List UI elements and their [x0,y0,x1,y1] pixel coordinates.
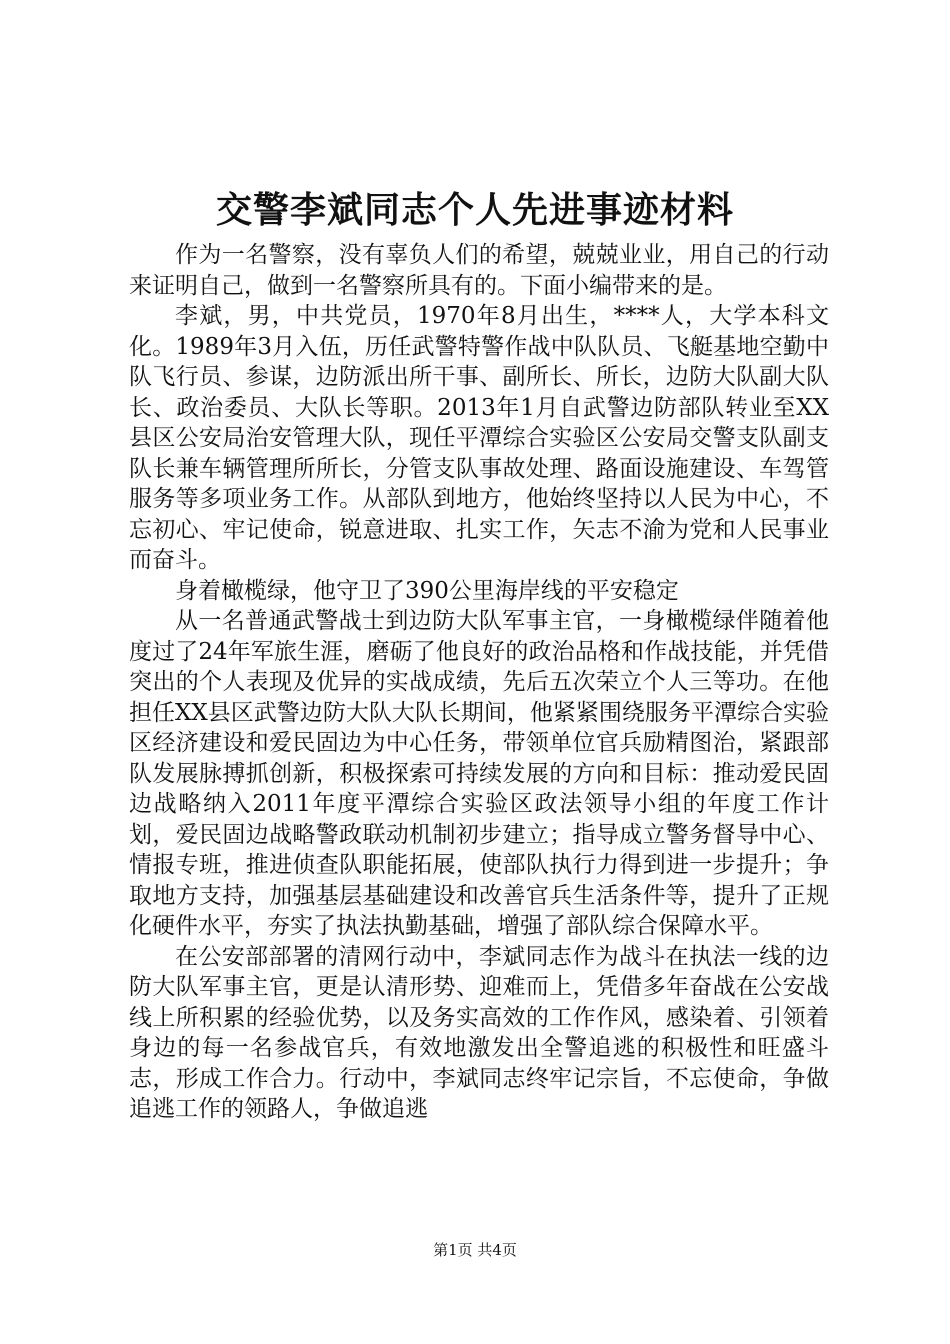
paragraph: 从一名普通武警战士到边防大队军事主官，一身橄榄绿伴随着他度过了24年军旅生涯，磨砺了他良好的政治品格和作战技能，并凭借突出的个人表现及优异的实战成绩，先后五次荣立个人三等功。在他担任XX县区武警边防大队大队长期间，他紧紧围绕服务平潭综合实验区经济建设和爱民固边为中心任务，带领单位官兵励精图治，紧跟部队发展脉搏抓创新，积极探索可持续发展的方向和目标：推动爱民固边战略纳入2011年度平潭综合实验区政法领导小组的年度工作计划，爱民固边战略警政联动机制初步建立；指导成立警务督导中心、情报专班，推进侦查队职能拓展，使部队执行力得到进一步提升；争取地方支持，加强基层基础建设和改善官兵生活条件等，提升了正规化硬件水平，夯实了执法执勤基础，增强了部队综合保障水平。 [129,608,829,939]
paragraph: 李斌，男，中共党员，1970年8月出生，****人，大学本科文化。1989年3月入伍，历任武警特警作战中队队员、飞艇基地空勤中队飞行员、参谋，边防派出所干事、副所长、所长，边防大队副大队长、政治委员、大队长等职。2013年1月自武警边防部队转业至XX县区公安局治安管理大队，现任平潭综合实验区公安局交警支队副支队长兼车辆管理所所长，分管支队事故处理、路面设施建设、车驾管服务等多项业务工作。从部队到地方，他始终坚持以人民为中心，不忘初心、牢记使命，锐意进取、扎实工作，矢志不渝为党和人民事业而奋斗。 [129,303,829,573]
document-body [129,240,829,1125]
document-title: 交警李斌同志个人先进事迹材料 [215,189,734,231]
paragraph: 在公安部部署的清网行动中，李斌同志作为战斗在执法一线的边防大队军事主官，更是认清形势、迎难而上，凭借多年奋战在公安战线上所积累的经验优势，以及务实高效的工作作风，感染着、引领着身边的每一名参战官兵，有效地激发出全警追逃的积极性和旺盛斗志，形成工作合力。行动中，李斌同志终牢记宗旨，不忘使命，争做追逃工作的领路人，争做追逃 [129,943,829,1122]
section-heading: 身着橄榄绿，他守卫了390公里海岸线的平安稳定 [175,577,679,604]
paragraph: 作为一名警察，没有辜负人们的希望，兢兢业业，用自己的行动来证明自己，做到一名警察所具有的。下面小编带来的是。 [129,242,829,299]
page-number-footer: 第1页 共4页 [433,1241,517,1259]
